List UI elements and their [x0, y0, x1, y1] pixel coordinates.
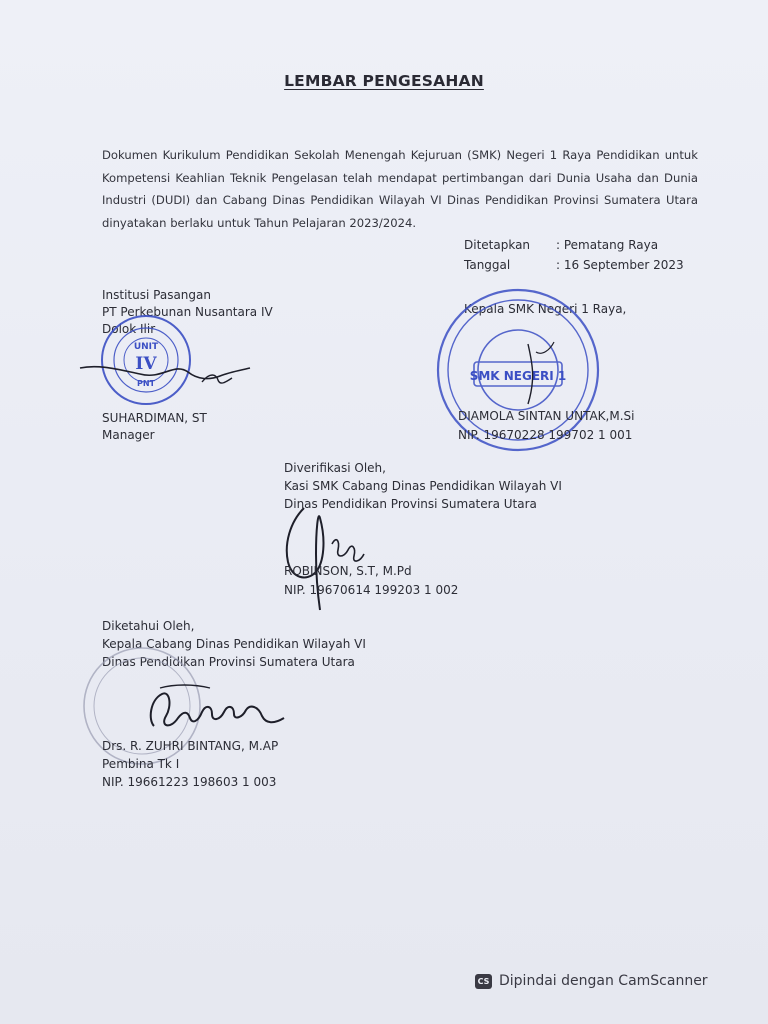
ditetapkan-row [464, 237, 658, 254]
verifikasi-label: Diverifikasi Oleh, [284, 461, 386, 475]
institusi-stamp-icon [70, 310, 260, 420]
institusi-location: Dolok Ilir [102, 322, 156, 336]
kepala-signatory [458, 408, 634, 446]
tanggal-row [464, 257, 684, 274]
institusi-stamp-number: IV [135, 354, 157, 374]
institusi-position: Manager [102, 428, 155, 442]
verifikasi-signatory [284, 563, 458, 601]
camscanner-logo-icon: CS [475, 974, 492, 989]
school-stamp-label: SMK NEGERI 1 [469, 369, 567, 383]
ditetapkan-value: : Pematang Raya [556, 238, 659, 252]
verifikasi-nip: NIP. 19670614 199203 1 002 [284, 583, 459, 597]
camscanner-watermark [475, 973, 708, 989]
institusi-stamp-label: UNIT [133, 342, 159, 352]
tanggal-label: Tanggal [464, 258, 511, 272]
diketahui-label: Diketahui Oleh, [102, 619, 195, 633]
diketahui-name: Drs. R. ZUHRI BINTANG, M.AP [102, 739, 279, 753]
kepala-nip: NIP. 19670228 199702 1 001 [458, 428, 633, 442]
institusi-name: SUHARDIMAN, ST [102, 411, 207, 425]
ditetapkan-label: Ditetapkan [464, 238, 531, 252]
kepala-label: Kepala SMK Negeri 1 Raya, [464, 302, 627, 316]
diketahui-office: Dinas Pendidikan Provinsi Sumatera Utara [102, 655, 355, 669]
verifikasi-name: ROBINSON, S.T, M.Pd [284, 564, 412, 578]
kepala-name: DIAMOLA SINTAN UNTAK,M.Si [458, 409, 635, 423]
tanggal-value: : 16 September 2023 [556, 258, 684, 272]
verifikasi-position: Kasi SMK Cabang Dinas Pendidikan Wilayah VI [284, 479, 562, 493]
page-title: LEMBAR PENGESAHAN [284, 72, 484, 90]
institusi-company: PT Perkebunan Nusantara IV [102, 305, 273, 319]
camscanner-text: Dipindai dengan CamScanner [499, 973, 708, 989]
diketahui-nip: NIP. 19661223 198603 1 003 [102, 775, 277, 789]
institusi-signatory [102, 410, 207, 444]
institusi-stamp-sub: PNT [136, 379, 156, 388]
approval-paragraph: Dokumen Kurikulum Pendidikan Sekolah Menengah Kejuruan (SMK) Negeri 1 Raya Pendidikan untuk Kompetensi Keahlian Teknik Pengelasan telah mendapat pertimbangan dari Dunia Usaha dan Dunia Industri (DUDI) dan Cabang Dinas Pendidikan Wilayah VI Dinas Pendidikan Provinsi Sumatera Utara dinyatakan berlaku untuk Tahun Pelajaran 2023/2024. [102, 148, 698, 230]
verifikasi-office: Dinas Pendidikan Provinsi Sumatera Utara [284, 497, 537, 511]
diketahui-signatory [102, 738, 278, 792]
diketahui-position: Kepala Cabang Dinas Pendidikan Wilayah VI [102, 637, 366, 651]
institusi-label: Institusi Pasangan [102, 288, 211, 302]
diketahui-rank: Pembina Tk I [102, 757, 180, 771]
